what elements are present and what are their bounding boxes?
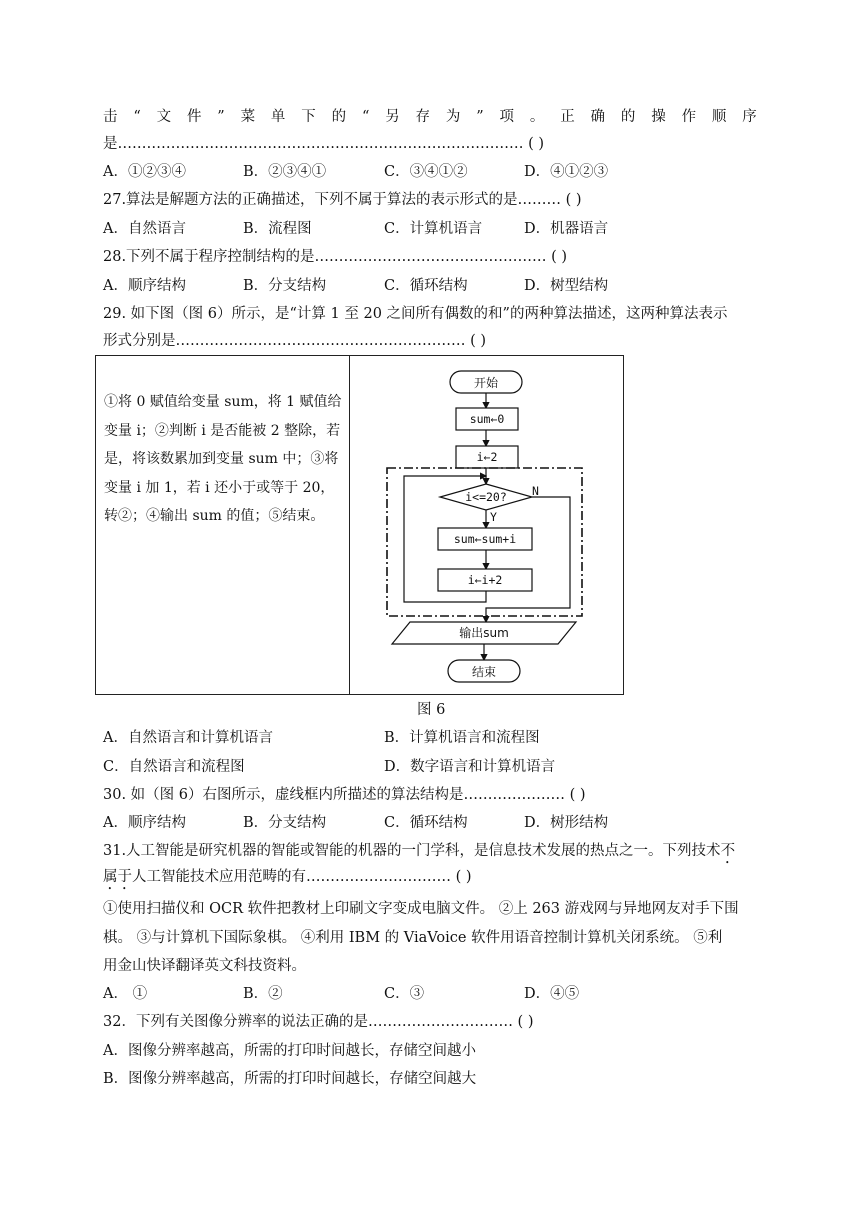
q26-option-d: D．④①②③: [524, 164, 609, 180]
figure-caption: 图 6: [417, 702, 446, 718]
q31-body-line1: ①使用扫描仪和 OCR 软件把教材上印刷文字变成电脑文件。 ②上 263 游戏网与异地网友对手下围: [103, 901, 739, 917]
instruction-char: “: [133, 109, 141, 125]
q29-option-a: A．自然语言和计算机语言: [103, 730, 273, 746]
instruction-char: 操: [651, 109, 666, 125]
init-i-label: i←2: [476, 450, 498, 464]
q31-body-line3: 用金山快译翻译英文科技资料。: [103, 958, 306, 974]
q30-option-c: C．循环结构: [384, 815, 468, 831]
q31-stem-prefix: 31.人工智能是研究机器的智能或智能的机器的一门学科，是信息技术发展的热点之一。下列技术: [103, 843, 721, 859]
instruction-char: 作: [681, 109, 697, 125]
q31-option-b: B．②: [243, 986, 283, 1002]
instruction-char: 单: [270, 109, 286, 125]
q27-option-d: D．机器语言: [524, 221, 609, 237]
natural-language-algorithm: ①将 0 赋值给变量 sum，将 1 赋值给变量 i；②判断 i 是否能被 2 整除，若是，将该数累加到变量 sum 中；③将变量 i 加 1，若 i 还小于或等于 20，转②；④输出 sum 的值；⑤结束。: [104, 394, 342, 524]
yes-label: Y: [490, 510, 497, 524]
q26-option-b: B．②③④①: [243, 164, 327, 180]
q28-option-c: C．循环结构: [384, 278, 468, 294]
flowchart: [350, 356, 622, 694]
instruction-char: 顺: [711, 109, 727, 125]
q29-option-d: D．数字语言和计算机语言: [384, 759, 556, 775]
increment-label: i←i+2: [467, 573, 503, 587]
instruction-char: 。: [529, 109, 545, 125]
instruction-char: ”: [476, 109, 484, 125]
instruction-line-spread: [103, 107, 757, 127]
q27-option-b: B．流程图: [243, 221, 312, 237]
no-label: N: [532, 484, 539, 498]
instruction-char: 存: [415, 109, 431, 125]
output-label: 输出sum: [459, 626, 509, 640]
q28-option-a: A．顺序结构: [103, 278, 186, 294]
instruction-char: 件: [186, 109, 202, 125]
end-label: 结束: [471, 665, 497, 679]
q29-stem-line2: 形式分别是…………………………………………………… ( ): [103, 333, 487, 349]
instruction-char: 击: [103, 109, 118, 125]
figure-6-box: [95, 355, 624, 695]
init-sum-label: sum←0: [469, 412, 505, 426]
instruction-char: 正: [560, 109, 575, 125]
q31-option-d: D．④⑤: [524, 986, 580, 1002]
q31-emphasis-not: 不: [720, 843, 736, 859]
q30-stem: 30. 如（图 6）右图所示，虚线框内所描述的算法结构是………………… ( ): [103, 787, 586, 803]
instruction-char: 确: [590, 109, 606, 125]
q27-option-a: A．自然语言: [103, 221, 186, 237]
q29-option-c: C．自然语言和流程图: [103, 759, 245, 775]
instruction-char: “: [361, 109, 370, 125]
instruction-char: ”: [217, 109, 225, 125]
q29-option-b: B．计算机语言和流程图: [384, 730, 540, 746]
q30-option-b: B．分支结构: [243, 815, 327, 831]
q31-emphasis-belong: 属于: [103, 869, 132, 885]
q32-option-a: A．图像分辨率越高，所需的打印时间越长，存储空间越小: [103, 1043, 476, 1059]
instruction-char: 序: [742, 109, 757, 125]
instruction-line-2: 是………………………………………………………………………… ( ): [103, 136, 545, 152]
q31-option-c: C．③: [384, 986, 425, 1002]
instruction-char: 下: [301, 109, 316, 125]
q26-option-a: A．①②③④: [103, 164, 186, 180]
q29-stem-line1: 29. 如下图（图 6）所示，是“计算 1 至 20 之间所有偶数的和”的两种算法描述，这两种算法表示: [103, 306, 728, 322]
q28-option-b: B．分支结构: [243, 278, 327, 294]
q30-option-d: D．树形结构: [524, 815, 609, 831]
instruction-char: 的: [331, 109, 347, 125]
q27-option-c: C．计算机语言: [384, 221, 483, 237]
no-branch-arrow: [486, 497, 570, 622]
instruction-char: 菜: [240, 109, 256, 125]
start-label: 开始: [473, 376, 499, 390]
instruction-char: 文: [156, 109, 172, 125]
accumulate-label: sum←sum+i: [453, 532, 517, 546]
q31-body-line2: 棋。 ③与计算机下国际象棋。 ④利用 IBM 的 ViaVoice 软件用语音控制计算机关闭系统。 ⑤利: [103, 930, 723, 946]
q32-option-b: B．图像分辨率越高，所需的打印时间越长，存储空间越大: [103, 1071, 477, 1087]
q26-option-c: C．③④①②: [384, 164, 468, 180]
q27-stem: 27.算法是解题方法的正确描述，下列不属于算法的表示形式的是……… ( ): [103, 192, 582, 208]
q28-option-d: D．树型结构: [524, 278, 609, 294]
instruction-char: 的: [620, 109, 636, 125]
instruction-char: 另: [385, 109, 400, 125]
q31-stem-line2: [103, 867, 472, 893]
q31-stem-rest: 人工智能技术应用范畴的有………………………… ( ): [132, 869, 472, 885]
q31-stem-line1: [103, 841, 735, 867]
condition-label: i<=20?: [465, 490, 507, 504]
q28-stem: 28.下列不属于程序控制结构的是………………………………………… ( ): [103, 249, 568, 265]
q32-stem: 32．下列有关图像分辨率的说法正确的是………………………… ( ): [103, 1014, 534, 1030]
q31-option-a: A． ①: [103, 986, 148, 1002]
instruction-char: 项: [499, 109, 514, 125]
q30-option-a: A．顺序结构: [103, 815, 186, 831]
instruction-char: 为: [445, 109, 461, 125]
